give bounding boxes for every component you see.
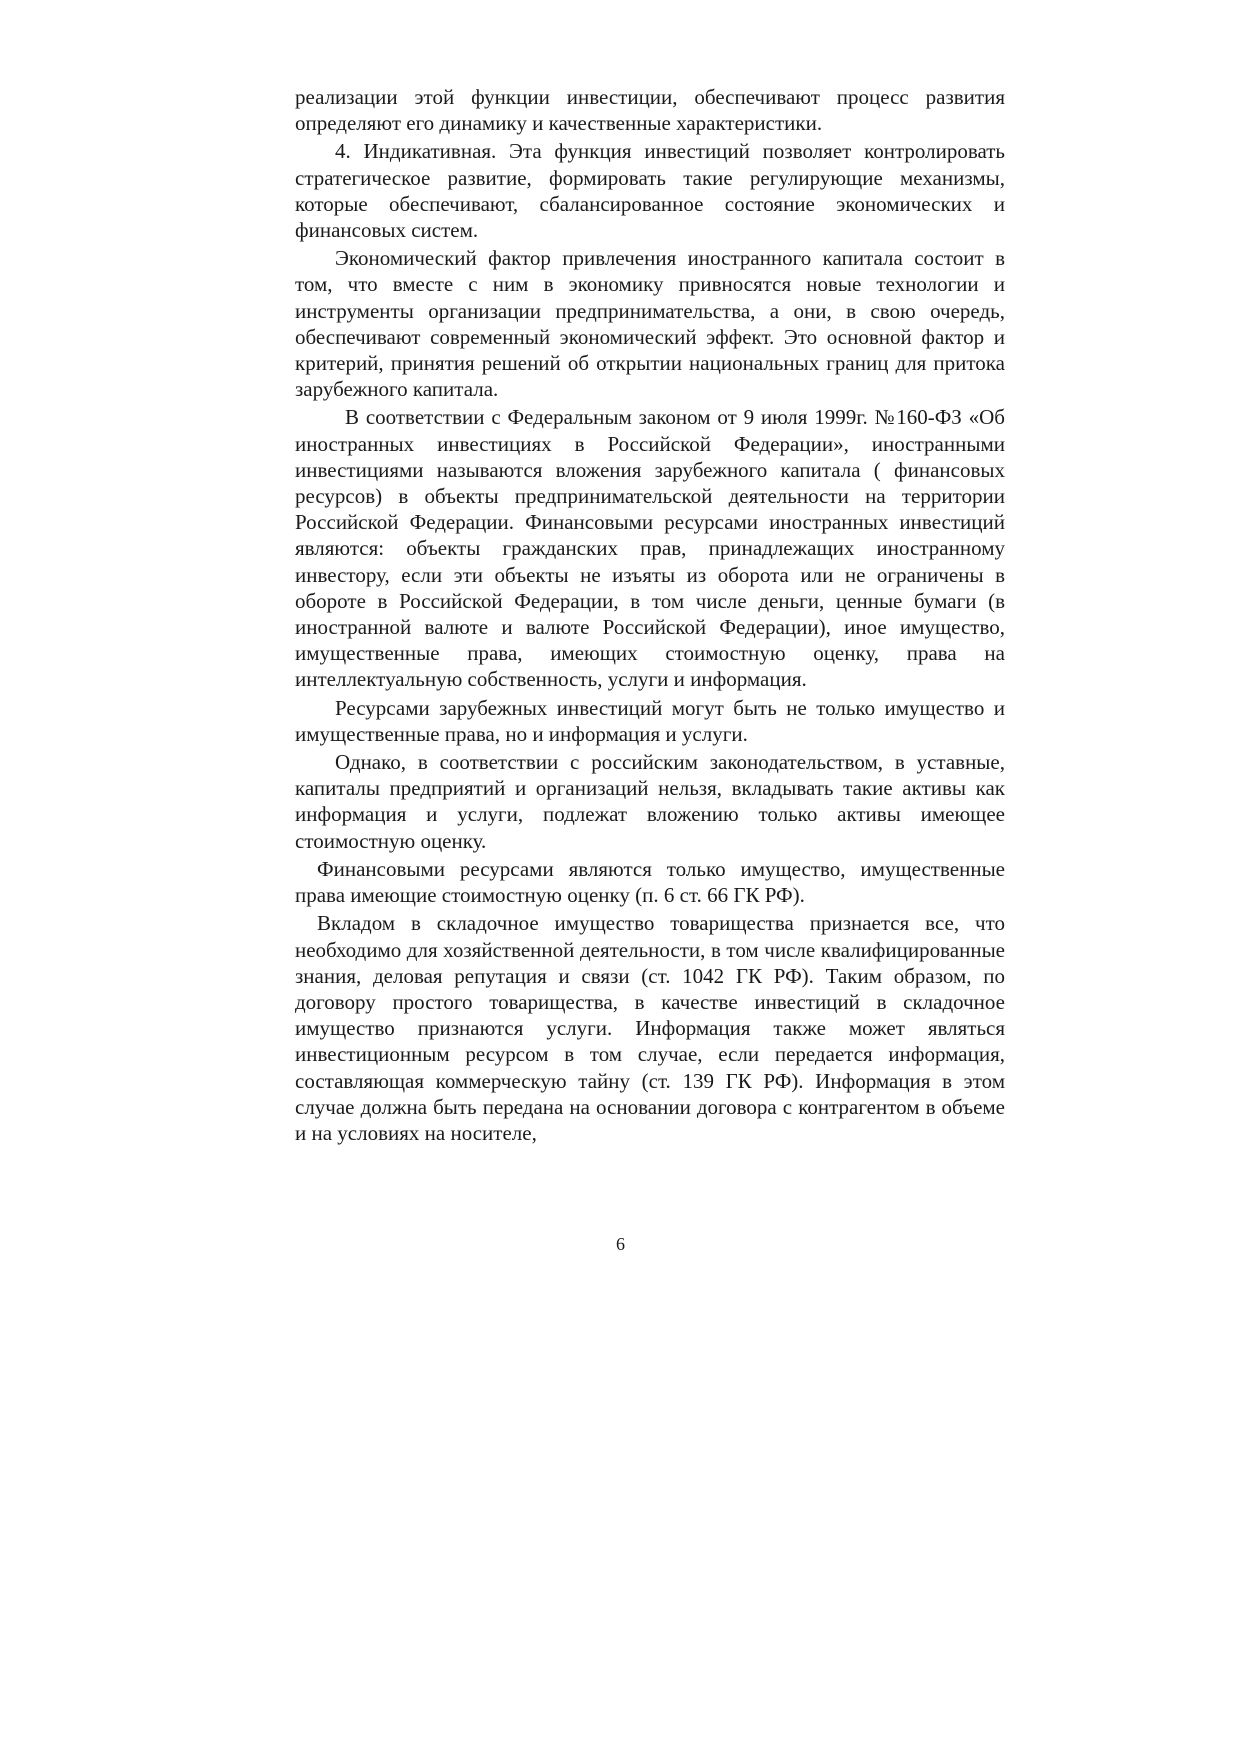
page-number: 6 [616,1234,625,1254]
paragraph-federal-law: В соответствии с Федеральным законом от 9 июля 1999г. №160-ФЗ «Об иностранных инвестициях в Российской Федерации», иностранными инвестициями называются вложения зарубежного капитала ( финансовых ресурсов) в объекты предпринимательской деятельности на территории Российской Федерации. Финансовыми ресурсами иностранных инвестиций являются: объекты гражданских прав, принадлежащих иностранному инвестору, если эти объекты не изъяты из оборота или не ограничены в обороте в Российской Федерации, в том числе деньги, ценные бумаги (в иностранной валюте и валюте Российской Федерации), иное имущество, имущественные права, имеющих стоимостную оценку, права на интеллектуальную собственность, услуги и информация. [295,405,1005,692]
paragraph-financial-resources: Финансовыми ресурсами являются только имущество, имущественные права имеющие стоимостную оценку (п. 6 ст. 66 ГК РФ). [295,856,1005,908]
paragraph-indicative-function: 4. Индикативная. Эта функция инвестиций позволяет контролировать стратегическое развитие, формировать такие регулирующие механизмы, которые обеспечивают, сбалансированное состояние экономических и финансовых систем. [295,139,1005,243]
paragraph-russian-legislation: Однако, в соответствии с российским законодательством, в уставные, капиталы предприятий и организаций нельзя, вкладывать такие активы как информация и услуги, подлежат вложению только активы имеющее стоимостную оценку. [295,750,1005,853]
body-text [295,84,1005,1148]
paragraph-function-continuation: реализации этой функции инвестиции, обеспечивают процесс развития определяют его динамику и качественные характеристики. [295,85,1005,136]
paragraph-economic-factor: Экономический фактор привлечения иностранного капитала состоит в том, что вместе с ним в экономику привносятся новые технологии и инструменты организации предпринимательства, а они, в свою очередь, обеспечивают современный экономический эффект. Это основной фактор и критерий, принятия решений об открытии национальных границ для притока зарубежного капитала. [295,246,1005,402]
paragraph-partnership-contribution: Вкладом в складочное имущество товарищества признается все, что необходимо для хозяйственной деятельности, в том числе квалифицированные знания, деловая репутация и связи (ст. 1042 ГК РФ). Таким образом, по договору простого товарищества, в качестве инвестиций в складочное имущество признаются услуги. Информация также может являться инвестиционным ресурсом в том случае, если передается информация, составляющая коммерческую тайну (ст. 139 ГК РФ). Информация в этом случае должна быть передана на основании договора с контрагентом в объеме и на условиях на носителе, [295,911,1005,1145]
paragraph-foreign-resources: Ресурсами зарубежных инвестиций могут быть не только имущество и имущественные права, но и информация и услуги. [295,695,1005,746]
